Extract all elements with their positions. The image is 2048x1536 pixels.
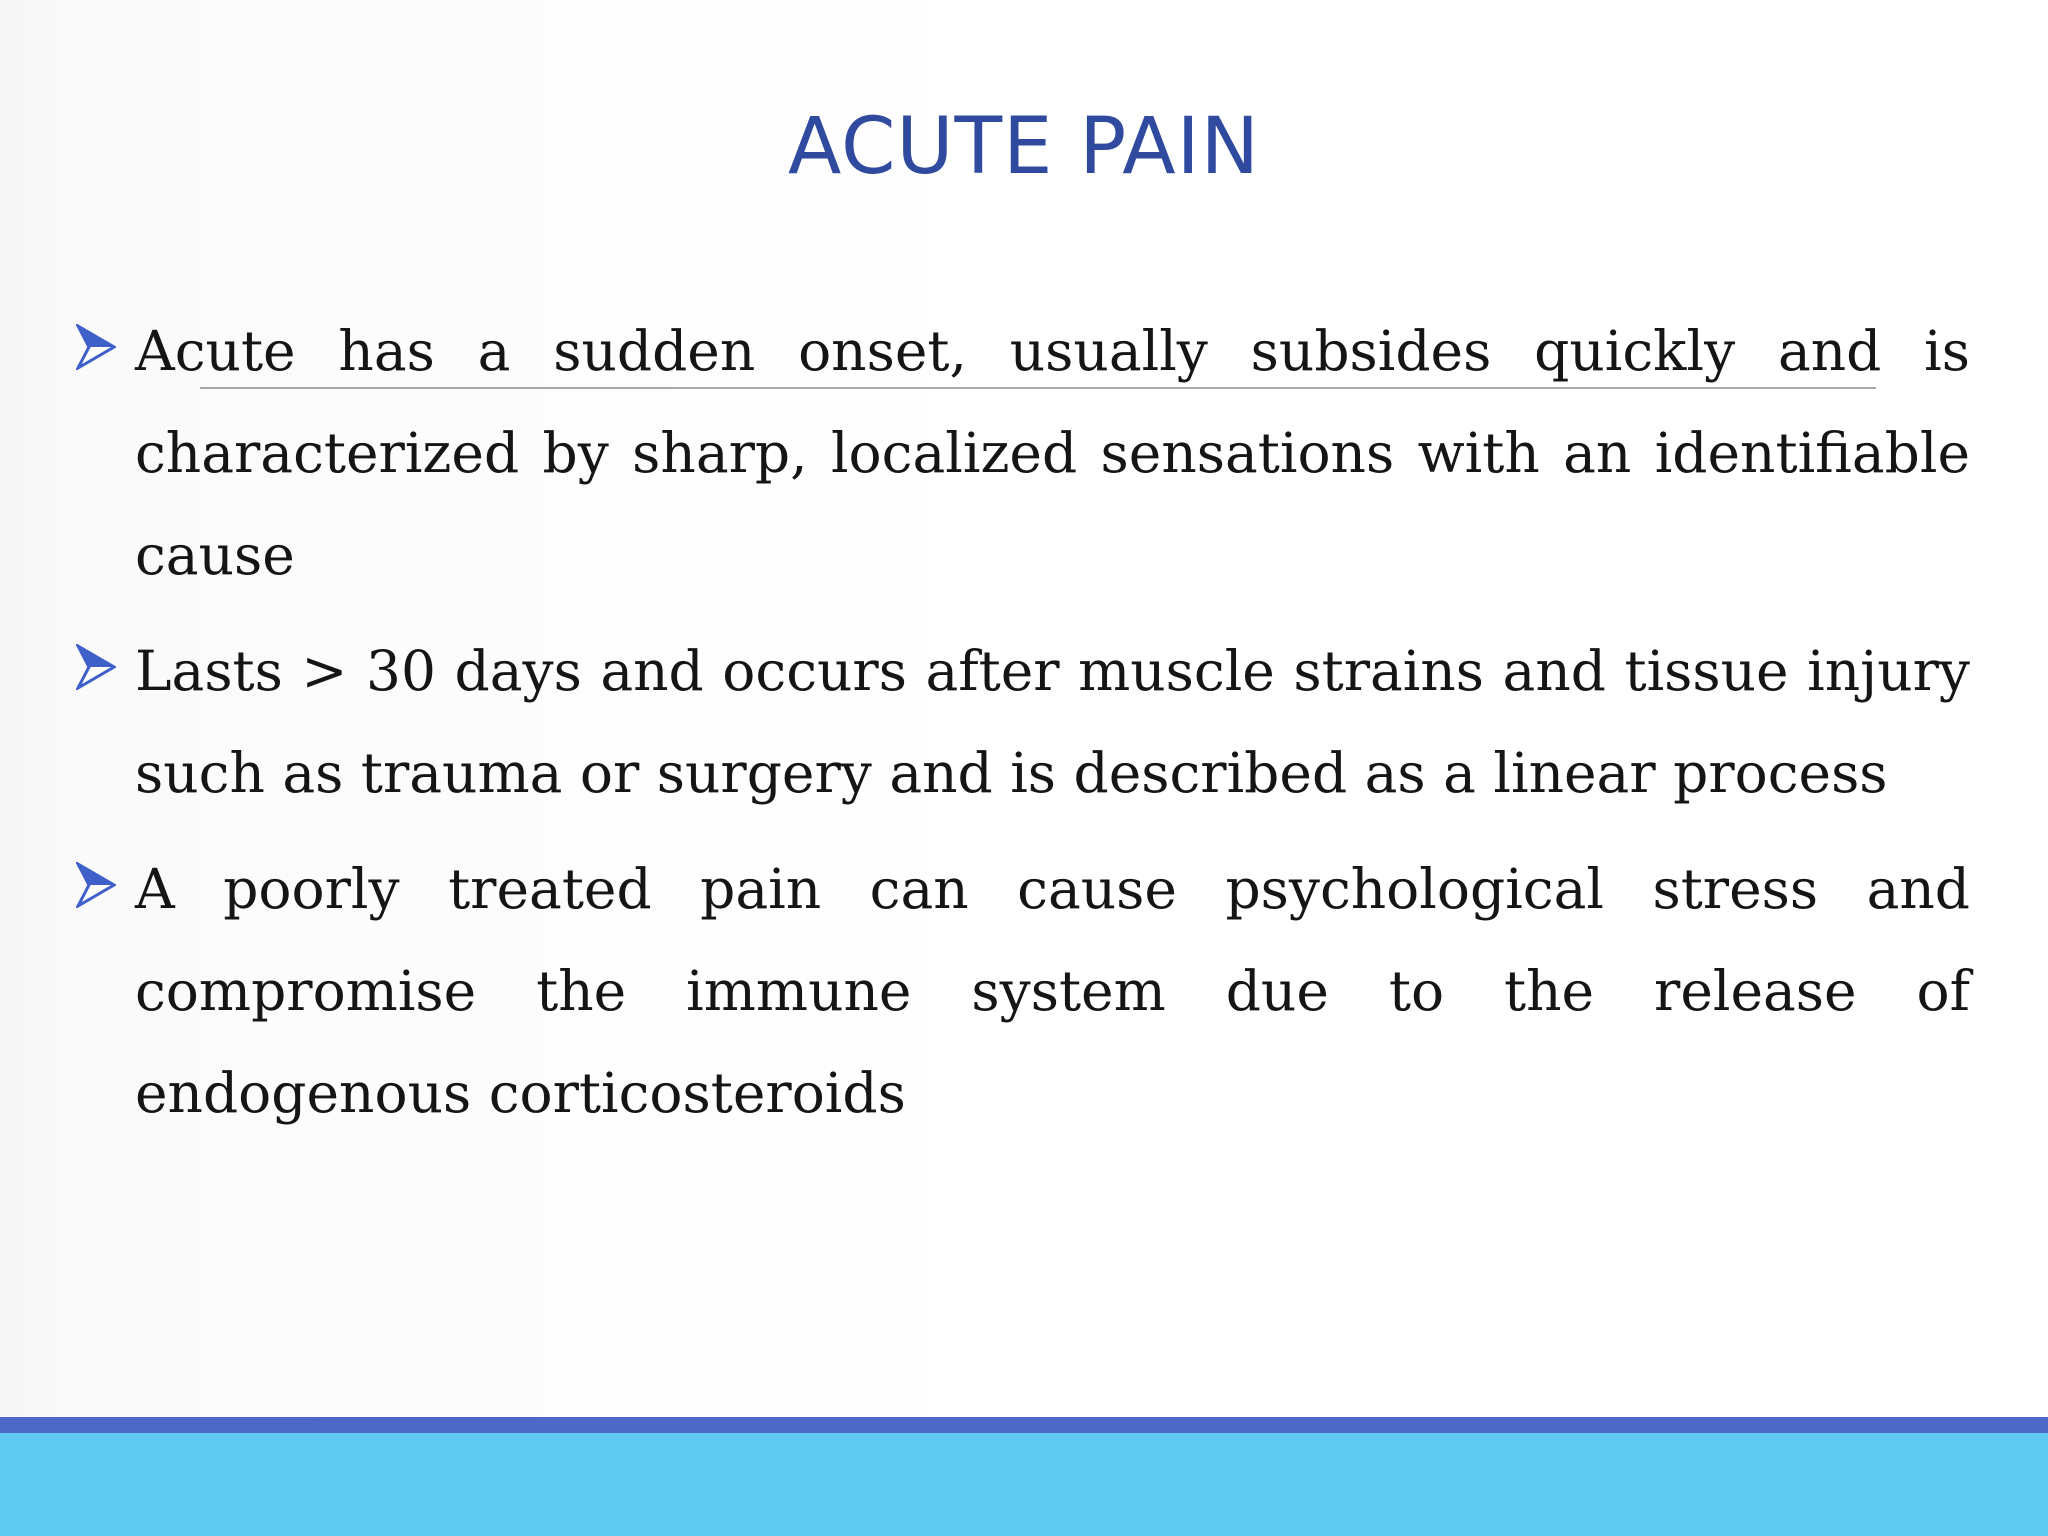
bullet-item [76,620,1970,824]
bullet-list [76,300,1970,1144]
arrow-bullet-icon [76,644,116,690]
bullet-text: A poorly treated pain can cause psychological stress and compromise the immune system due to the release of endogenous corticosteroids [135,857,1970,1125]
bullet-item [76,838,1970,1144]
slide-title: ACUTE PAIN [787,102,1261,192]
bullet-item [76,300,1970,606]
arrow-bullet-icon [76,324,116,370]
footer-band-dark [0,1417,2048,1433]
bullet-text: Acute has a sudden onset, usually subsides quickly and is characterized by sharp, localized sensations with an identifiable cause [135,319,1970,587]
bullet-text: Lasts > 30 days and occurs after muscle strains and tissue injury such as trauma or surgery and is described as a linear process [135,639,1970,805]
footer-band-light [0,1433,2048,1536]
arrow-bullet-icon [76,862,116,908]
